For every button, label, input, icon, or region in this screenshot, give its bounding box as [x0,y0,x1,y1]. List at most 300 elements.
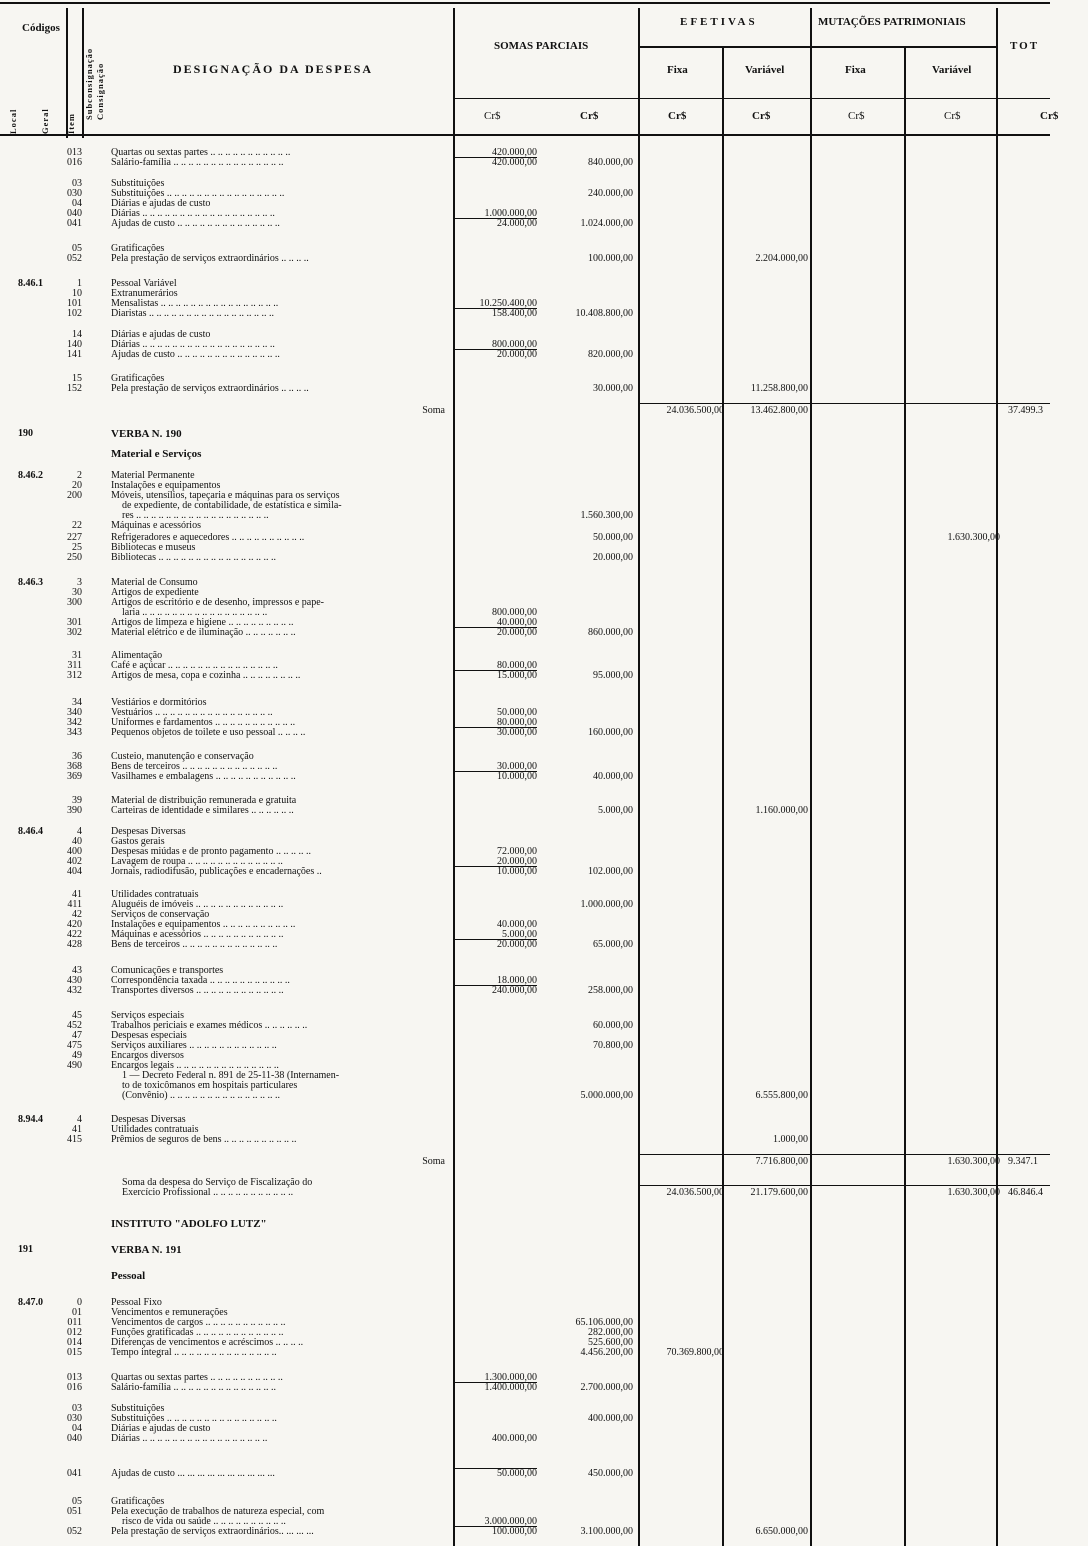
row-partial-1: 800.000,00 [492,607,537,618]
row-code: 369 [67,771,82,782]
table-row [0,1469,1050,1479]
row-code: 22 [72,520,82,531]
table-row [0,1383,1050,1393]
row-partial-1: 20.000,00 [497,349,537,360]
header-col-rule [810,8,812,138]
row-local: 191 [18,1244,33,1255]
row-code: 03 [72,1403,82,1414]
table-row [0,986,1050,996]
currency-label: Cr$ [484,110,501,122]
row-partial-2: 10.408.800,00 [575,308,633,319]
subtotal-rule [455,1468,537,1469]
row-mutacao-variavel: 1.630.300,00 [947,1156,1000,1167]
row-code: 43 [72,965,82,976]
row-description: Salário-família .. .. .. .. .. .. .. .. .. .. .. .. .. .. [111,1382,276,1393]
row-description: Jornais, radiodifusão, publicações e encadernações .. [111,866,322,877]
row-efetiva-variavel: 2.204.000,00 [755,253,808,264]
row-description: risco de vida ou saúde .. .. .. .. .. .. .. .. .. .. [122,1516,286,1527]
header-col-rule [996,8,998,138]
header-currency-rule [453,98,1050,99]
row-description: Pela execução de trabalhos de natureza especial, com [111,1506,325,1517]
subtotal-rule [455,939,537,940]
row-partial-1: 80.000,00 [497,660,537,671]
row-description: Substituições [111,178,165,189]
row-code: 432 [67,985,82,996]
row-partial-1: 158.400,00 [492,308,537,319]
row-description: Funções gratificadas .. .. .. .. .. .. .. .. .. .. .. .. [111,1327,284,1338]
row-partial-2: 2.700.000,00 [580,1382,633,1393]
row-partial-2: 20.000,00 [593,552,633,563]
row-code: 05 [72,243,82,254]
row-description: Artigos de expediente [111,587,199,598]
row-total: 46.846.4 [1008,1187,1043,1198]
subtotal-rule [455,349,537,350]
header-total: TOT [1010,40,1040,52]
table-row [0,1135,1050,1145]
row-local: 190 [18,428,33,439]
row-partial-1: 1.300.000,00 [484,1372,537,1383]
header-consignacao: Consignação [95,62,105,120]
table-row [0,1188,1050,1198]
row-code: 422 [67,929,82,940]
header-subrule [810,46,996,48]
table-row [0,449,1050,459]
row-code: 41 [72,889,82,900]
table-row [0,1219,1050,1229]
table-row [0,628,1050,638]
soma-rule [638,403,1050,404]
table-row [0,867,1050,877]
row-description: INSTITUTO "ADOLFO LUTZ" [111,1218,267,1230]
row-code: 016 [67,157,82,168]
row-description: Correspondência taxada .. .. .. .. .. .. .. .. .. .. .. [111,975,290,986]
row-partial-1: 10.000,00 [497,771,537,782]
row-efetiva-variavel: 13.462.800,00 [750,405,808,416]
table-row [0,806,1050,816]
row-efetiva-variavel: 1.160.000,00 [755,805,808,816]
row-description: to de toxicômanos em hospitais particulares [122,1080,298,1091]
row-description: Material de distribuição remunerada e gratuita [111,795,297,806]
row-partial-2: 160.000,00 [588,727,633,738]
row-code: 052 [67,1526,82,1537]
subtotal-rule [455,157,537,158]
header-somas-parciais: SOMAS PARCIAIS [494,40,589,52]
row-partial-2: 840.000,00 [588,157,633,168]
row-code: 34 [72,697,82,708]
row-partial-2: 282.000,00 [588,1327,633,1338]
row-code: 01 [72,1307,82,1318]
header-fixa: Fixa [667,64,688,76]
row-description: Diárias .. .. .. .. .. .. .. .. .. .. .. .. .. .. .. .. .. .. [111,339,275,350]
row-description: Máquinas e acessórios [111,520,201,531]
row-partial-1: 30.000,00 [497,761,537,772]
row-description: Vencimentos de cargos .. .. .. .. .. .. .. .. .. .. .. [111,1317,286,1328]
row-code: 152 [67,383,82,394]
row-description: Ajudas de custo .. .. .. .. .. .. .. .. .. .. .. .. .. .. [111,349,280,360]
header-designacao: DESIGNAÇÃO DA DESPESA [173,62,374,76]
table-row [0,1271,1050,1281]
row-local: 8.94.4 [18,1114,43,1125]
row-description: Diárias e ajudas de custo [111,1423,211,1434]
table-row [0,406,1050,416]
row-partial-2: 860.000,00 [588,627,633,638]
table-row [0,429,1050,439]
row-total: 37.499.3 [1008,405,1043,416]
row-local: 8.46.1 [18,278,43,289]
row-code: 14 [72,329,82,340]
row-code: 301 [67,617,82,628]
subtotal-rule [455,627,537,628]
row-partial-1: 50.000,00 [497,1468,537,1479]
soma-rule [638,1154,1050,1155]
row-code: 200 [67,490,82,501]
row-description: Serviços auxiliares .. .. .. .. .. .. .. .. .. .. .. .. [111,1040,277,1051]
header-local: Local [8,108,18,134]
row-local: 8.46.2 [18,470,43,481]
row-partial-1: 50.000,00 [497,707,537,718]
row-description: de expediente, de contabilidade, de estatística e simila- [122,500,342,511]
row-code: 040 [67,208,82,219]
row-code: 30 [72,587,82,598]
row-code: 030 [67,188,82,199]
currency-label: Cr$ [848,110,865,122]
row-code: 302 [67,627,82,638]
row-description: Pessoal [111,1270,146,1282]
row-description: Material Permanente [111,470,195,481]
header-efetivas: EFETIVAS [680,16,758,28]
row-description: Artigos de mesa, copa e cozinha .. .. .. .. .. .. .. .. [111,670,301,681]
row-code: 4 [77,826,82,837]
row-code: 041 [67,218,82,229]
row-partial-1: 1.000.000,00 [484,208,537,219]
row-code: 141 [67,349,82,360]
row-description: Material elétrico e de iluminação .. .. .. .. .. .. .. [111,627,296,638]
table-row [0,1527,1050,1537]
row-code: 311 [67,660,82,671]
row-description: Diárias .. .. .. .. .. .. .. .. .. .. .. .. .. .. .. .. .. .. [111,208,275,219]
row-description: Alimentação [111,650,163,661]
row-code: 420 [67,919,82,930]
row-description: Material e Serviços [111,448,202,460]
row-partial-1: 400.000,00 [492,1433,537,1444]
row-description: Substituições .. .. .. .. .. .. .. .. .. .. .. .. .. .. .. .. [111,188,285,199]
currency-label: Cr$ [580,110,599,122]
table-row [0,309,1050,319]
row-code: 20 [72,480,82,491]
row-soma-label: Soma [422,405,445,416]
row-local: 8.46.3 [18,577,43,588]
row-efetiva-fixa: 24.036.500,00 [666,1187,724,1198]
row-code: 40 [72,836,82,847]
row-code: 452 [67,1020,82,1031]
row-code: 014 [67,1337,82,1348]
row-description: Pela prestação de serviços extraordinários .. .. .. .. [111,383,309,394]
row-partial-1: 15.000,00 [497,670,537,681]
row-description: VERBA N. 190 [111,428,182,440]
table-row [0,1434,1050,1444]
row-description: Artigos de escritório e de desenho, impressos e pape- [111,597,324,608]
row-code: 05 [72,1496,82,1507]
subtotal-rule [455,1526,537,1527]
row-code: 45 [72,1010,82,1021]
row-code: 052 [67,253,82,264]
row-code: 030 [67,1413,82,1424]
row-code: 016 [67,1382,82,1393]
row-partial-1: 1.400.000,00 [484,1382,537,1393]
header-col-rule [453,8,455,138]
row-description: laria .. .. .. .. .. .. .. .. .. .. .. .. .. .. .. .. .. [122,607,268,618]
row-description: Bens de terceiros .. .. .. .. .. .. .. .. .. .. .. .. .. [111,761,278,772]
row-partial-2: 65.000,00 [593,939,633,950]
header-mut-fixa: Fixa [845,64,866,76]
table-row [0,254,1050,264]
row-local: 8.47.0 [18,1297,43,1308]
row-partial-1: 800.000,00 [492,339,537,350]
table-row [0,1348,1050,1358]
subtotal-rule [455,1382,537,1383]
row-code: 140 [67,339,82,350]
header-col-rule [722,46,724,138]
row-description: Móveis, utensílios, tapeçaria e máquinas para os serviços [111,490,340,501]
row-partial-1: 20.000,00 [497,939,537,950]
row-code: 1 [77,278,82,289]
row-description: Tempo integral .. .. .. .. .. .. .. .. .. .. .. .. .. .. [111,1347,277,1358]
row-description: Diárias .. .. .. .. .. .. .. .. .. .. .. .. .. .. .. .. .. [111,1433,268,1444]
row-description: Bens de terceiros .. .. .. .. .. .. .. .. .. .. .. .. .. [111,939,278,950]
row-description: Despesas miúdas e de pronto pagamento .. .. .. .. .. [111,846,311,857]
row-description: Quartas ou sextas partes .. .. .. .. .. .. .. .. .. .. [111,1372,283,1383]
row-code: 227 [67,532,82,543]
table-row [0,772,1050,782]
subtotal-rule [455,727,537,728]
row-description: Ajudas de custo ... ... ... ... ... ... ... ... ... ... [111,1468,275,1479]
subtotal-rule [455,218,537,219]
row-description: Salário-família .. .. .. .. .. .. .. .. .. .. .. .. .. .. .. [111,157,284,168]
row-description: Material de Consumo [111,577,198,588]
row-partial-2: 1.560.300,00 [580,510,633,521]
row-description: Despesas Diversas [111,1114,186,1125]
row-partial-2: 820.000,00 [588,349,633,360]
row-code: 10 [72,288,82,299]
row-soma-label: Soma [422,1156,445,1167]
subtotal-rule [455,771,537,772]
row-description: Pequenos objetos de toilete e uso pessoal .. .. .. .. [111,727,306,738]
table-row [0,1091,1050,1101]
subtotal-rule [455,866,537,867]
row-partial-2: 65.106.000,00 [575,1317,633,1328]
row-partial-2: 40.000,00 [593,771,633,782]
row-code: 342 [67,717,82,728]
row-description: Substituições [111,1403,165,1414]
row-description: Ajudas de custo .. .. .. .. .. .. .. .. .. .. .. .. .. .. [111,218,280,229]
header-variavel: Variável [745,64,785,76]
row-code: 428 [67,939,82,950]
row-description: Instalações e equipamentos .. .. .. .. .. .. .. .. .. .. [111,919,296,930]
row-description: Café e açúcar .. .. .. .. .. .. .. .. .. .. .. .. .. .. .. [111,660,278,671]
row-code: 368 [67,761,82,772]
table-row [0,553,1050,563]
row-code: 404 [67,866,82,877]
row-description: Prêmios de seguros de bens .. .. .. .. .. .. .. .. .. .. [111,1134,297,1145]
row-description: Substituições .. .. .. .. .. .. .. .. .. .. .. .. .. .. .. [111,1413,277,1424]
row-description: Aluguéis de imóveis .. .. .. .. .. .. .. .. .. .. .. .. [111,899,284,910]
row-description: Pessoal Variável [111,278,177,289]
row-code: 41 [72,1124,82,1135]
table-row [0,384,1050,394]
row-efetiva-variavel: 21.179.600,00 [750,1187,808,1198]
subtotal-rule [455,985,537,986]
row-efetiva-fixa: 24.036.500,00 [666,405,724,416]
row-partial-2: 1.024.000,00 [580,218,633,229]
row-code: 343 [67,727,82,738]
row-code: 04 [72,198,82,209]
row-description: Lavagem de roupa .. .. .. .. .. .. .. .. .. .. .. .. .. [111,856,283,867]
row-partial-1: 20.000,00 [497,627,537,638]
row-code: 013 [67,147,82,158]
row-description: Pessoal Fixo [111,1297,162,1308]
header-subconsignacao: Subconsignação [84,47,94,120]
row-code: 490 [67,1060,82,1071]
row-description: Bibliotecas .. .. .. .. .. .. .. .. .. .. .. .. .. .. .. .. [111,552,276,563]
row-description: (Convênio) .. .. .. .. .. .. .. .. .. .. .. .. .. .. .. [122,1090,281,1101]
row-efetiva-variavel: 6.650.000,00 [755,1526,808,1537]
table-row [0,728,1050,738]
row-description: Despesas especiais [111,1030,187,1041]
row-code: 051 [67,1506,82,1517]
table-row [0,671,1050,681]
row-description: res .. .. .. .. .. .. .. .. .. .. .. .. .. .. .. .. .. .. [122,510,269,521]
row-description: Instalações e equipamentos [111,480,221,491]
row-code: 3 [77,577,82,588]
header-subrule [638,46,810,48]
row-code: 400 [67,846,82,857]
header-geral: Geral [40,108,50,134]
row-code: 2 [77,470,82,481]
row-description: Gratificações [111,243,165,254]
row-code: 012 [67,1327,82,1338]
row-description: Encargos legais .. .. .. .. .. .. .. .. .. .. .. .. .. .. [111,1060,279,1071]
row-description: Diárias e ajudas de custo [111,329,211,340]
row-partial-1: 80.000,00 [497,717,537,728]
row-partial-2: 450.000,00 [588,1468,633,1479]
row-description: Soma da despesa do Serviço de Fiscalização do [122,1177,313,1188]
row-efetiva-variavel: 1.000,00 [773,1134,808,1145]
row-partial-2: 30.000,00 [593,383,633,394]
row-partial-2: 3.100.000,00 [580,1526,633,1537]
row-description: Carteiras de identidade e similares .. .. .. .. .. .. [111,805,294,816]
row-partial-1: 72.000,00 [497,846,537,857]
row-code: 4 [77,1114,82,1125]
row-code: 390 [67,805,82,816]
row-description: Comunicações e transportes [111,965,224,976]
row-code: 101 [67,298,82,309]
row-partial-1: 420.000,00 [492,147,537,158]
header-col-rule [638,8,640,138]
row-partial-2: 5.000,00 [598,805,633,816]
row-description: 1 — Decreto Federal n. 891 de 25-11-38 (Internamen- [122,1070,340,1081]
row-partial-2: 100.000,00 [588,253,633,264]
row-code: 411 [67,899,82,910]
row-description: Mensalistas .. .. .. .. .. .. .. .. .. .. .. .. .. .. .. .. [111,298,279,309]
row-description: Pela prestação de serviços extraordinários .. .. .. .. [111,253,309,264]
row-mutacao-variavel: 1.630.300,00 [947,1187,1000,1198]
row-description: Pela prestação de serviços extraordinários.. ... ... ... [111,1526,314,1537]
row-description: Diaristas .. .. .. .. .. .. .. .. .. .. .. .. .. .. .. .. .. [111,308,275,319]
row-description: Bibliotecas e museus [111,542,196,553]
row-partial-2: 400.000,00 [588,1413,633,1424]
row-code: 42 [72,909,82,920]
row-partial-2: 60.000,00 [593,1020,633,1031]
row-code: 300 [67,597,82,608]
row-description: Transportes diversos .. .. .. .. .. .. .. .. .. .. .. .. [111,985,284,996]
row-description: Vestuários .. .. .. .. .. .. .. .. .. .. .. .. .. .. .. .. [111,707,273,718]
table-row [0,350,1050,360]
soma-rule [638,1185,1050,1186]
row-partial-1: 420.000,00 [492,157,537,168]
row-partial-2: 50.000,00 [593,532,633,543]
row-partial-2: 525.600,00 [588,1337,633,1348]
row-efetiva-variavel: 7.716.800,00 [755,1156,808,1167]
table-row [0,1245,1050,1255]
row-description: Uniformes e fardamentos .. .. .. .. .. .. .. .. .. .. .. [111,717,296,728]
row-code: 015 [67,1347,82,1358]
row-partial-1: 10.000,00 [497,866,537,877]
row-description: Vencimentos e remunerações [111,1307,228,1318]
row-description: Utilidades contratuais [111,889,199,900]
row-description: Extranumerários [111,288,178,299]
row-partial-2: 4.456.200,00 [580,1347,633,1358]
row-partial-1: 20.000,00 [497,856,537,867]
row-code: 250 [67,552,82,563]
row-code: 430 [67,975,82,986]
row-code: 041 [67,1468,82,1479]
row-description: Diárias e ajudas de custo [111,198,211,209]
row-description: Refrigeradores e aquecedores .. .. .. .. .. .. .. .. .. .. [111,532,305,543]
row-code: 340 [67,707,82,718]
row-description: Exercício Profissional .. .. .. .. .. .. .. .. .. .. .. [122,1187,294,1198]
row-code: 31 [72,650,82,661]
row-code: 36 [72,751,82,762]
row-code: 25 [72,542,82,553]
subtotal-rule [455,670,537,671]
header-bottom-rule [0,134,1050,136]
row-partial-2: 5.000.000,00 [580,1090,633,1101]
row-total: 9.347.1 [1008,1156,1038,1167]
row-code: 0 [77,1297,82,1308]
table-row [0,219,1050,229]
row-description: Gratificações [111,1496,165,1507]
row-code: 15 [72,373,82,384]
row-code: 475 [67,1040,82,1051]
row-partial-1: 100.000,00 [492,1526,537,1537]
row-description: Despesas Diversas [111,826,186,837]
row-partial-1: 18.000,00 [497,975,537,986]
row-code: 04 [72,1423,82,1434]
row-partial-2: 95.000,00 [593,670,633,681]
table-row [0,1157,1050,1167]
row-description: Máquinas e acessórios .. .. .. .. .. .. .. .. .. .. .. [111,929,284,940]
row-partial-1: 40.000,00 [497,617,537,628]
row-partial-1: 5.000,00 [502,929,537,940]
row-code: 402 [67,856,82,867]
row-efetiva-fixa: 70.369.800,00 [666,1347,724,1358]
row-partial-1: 40.000,00 [497,919,537,930]
row-partial-1: 30.000,00 [497,727,537,738]
row-partial-1: 10.250.400,00 [479,298,537,309]
row-partial-1: 24.000,00 [497,218,537,229]
header-top-rule [0,2,1050,4]
row-description: Vestiários e dormitórios [111,697,207,708]
